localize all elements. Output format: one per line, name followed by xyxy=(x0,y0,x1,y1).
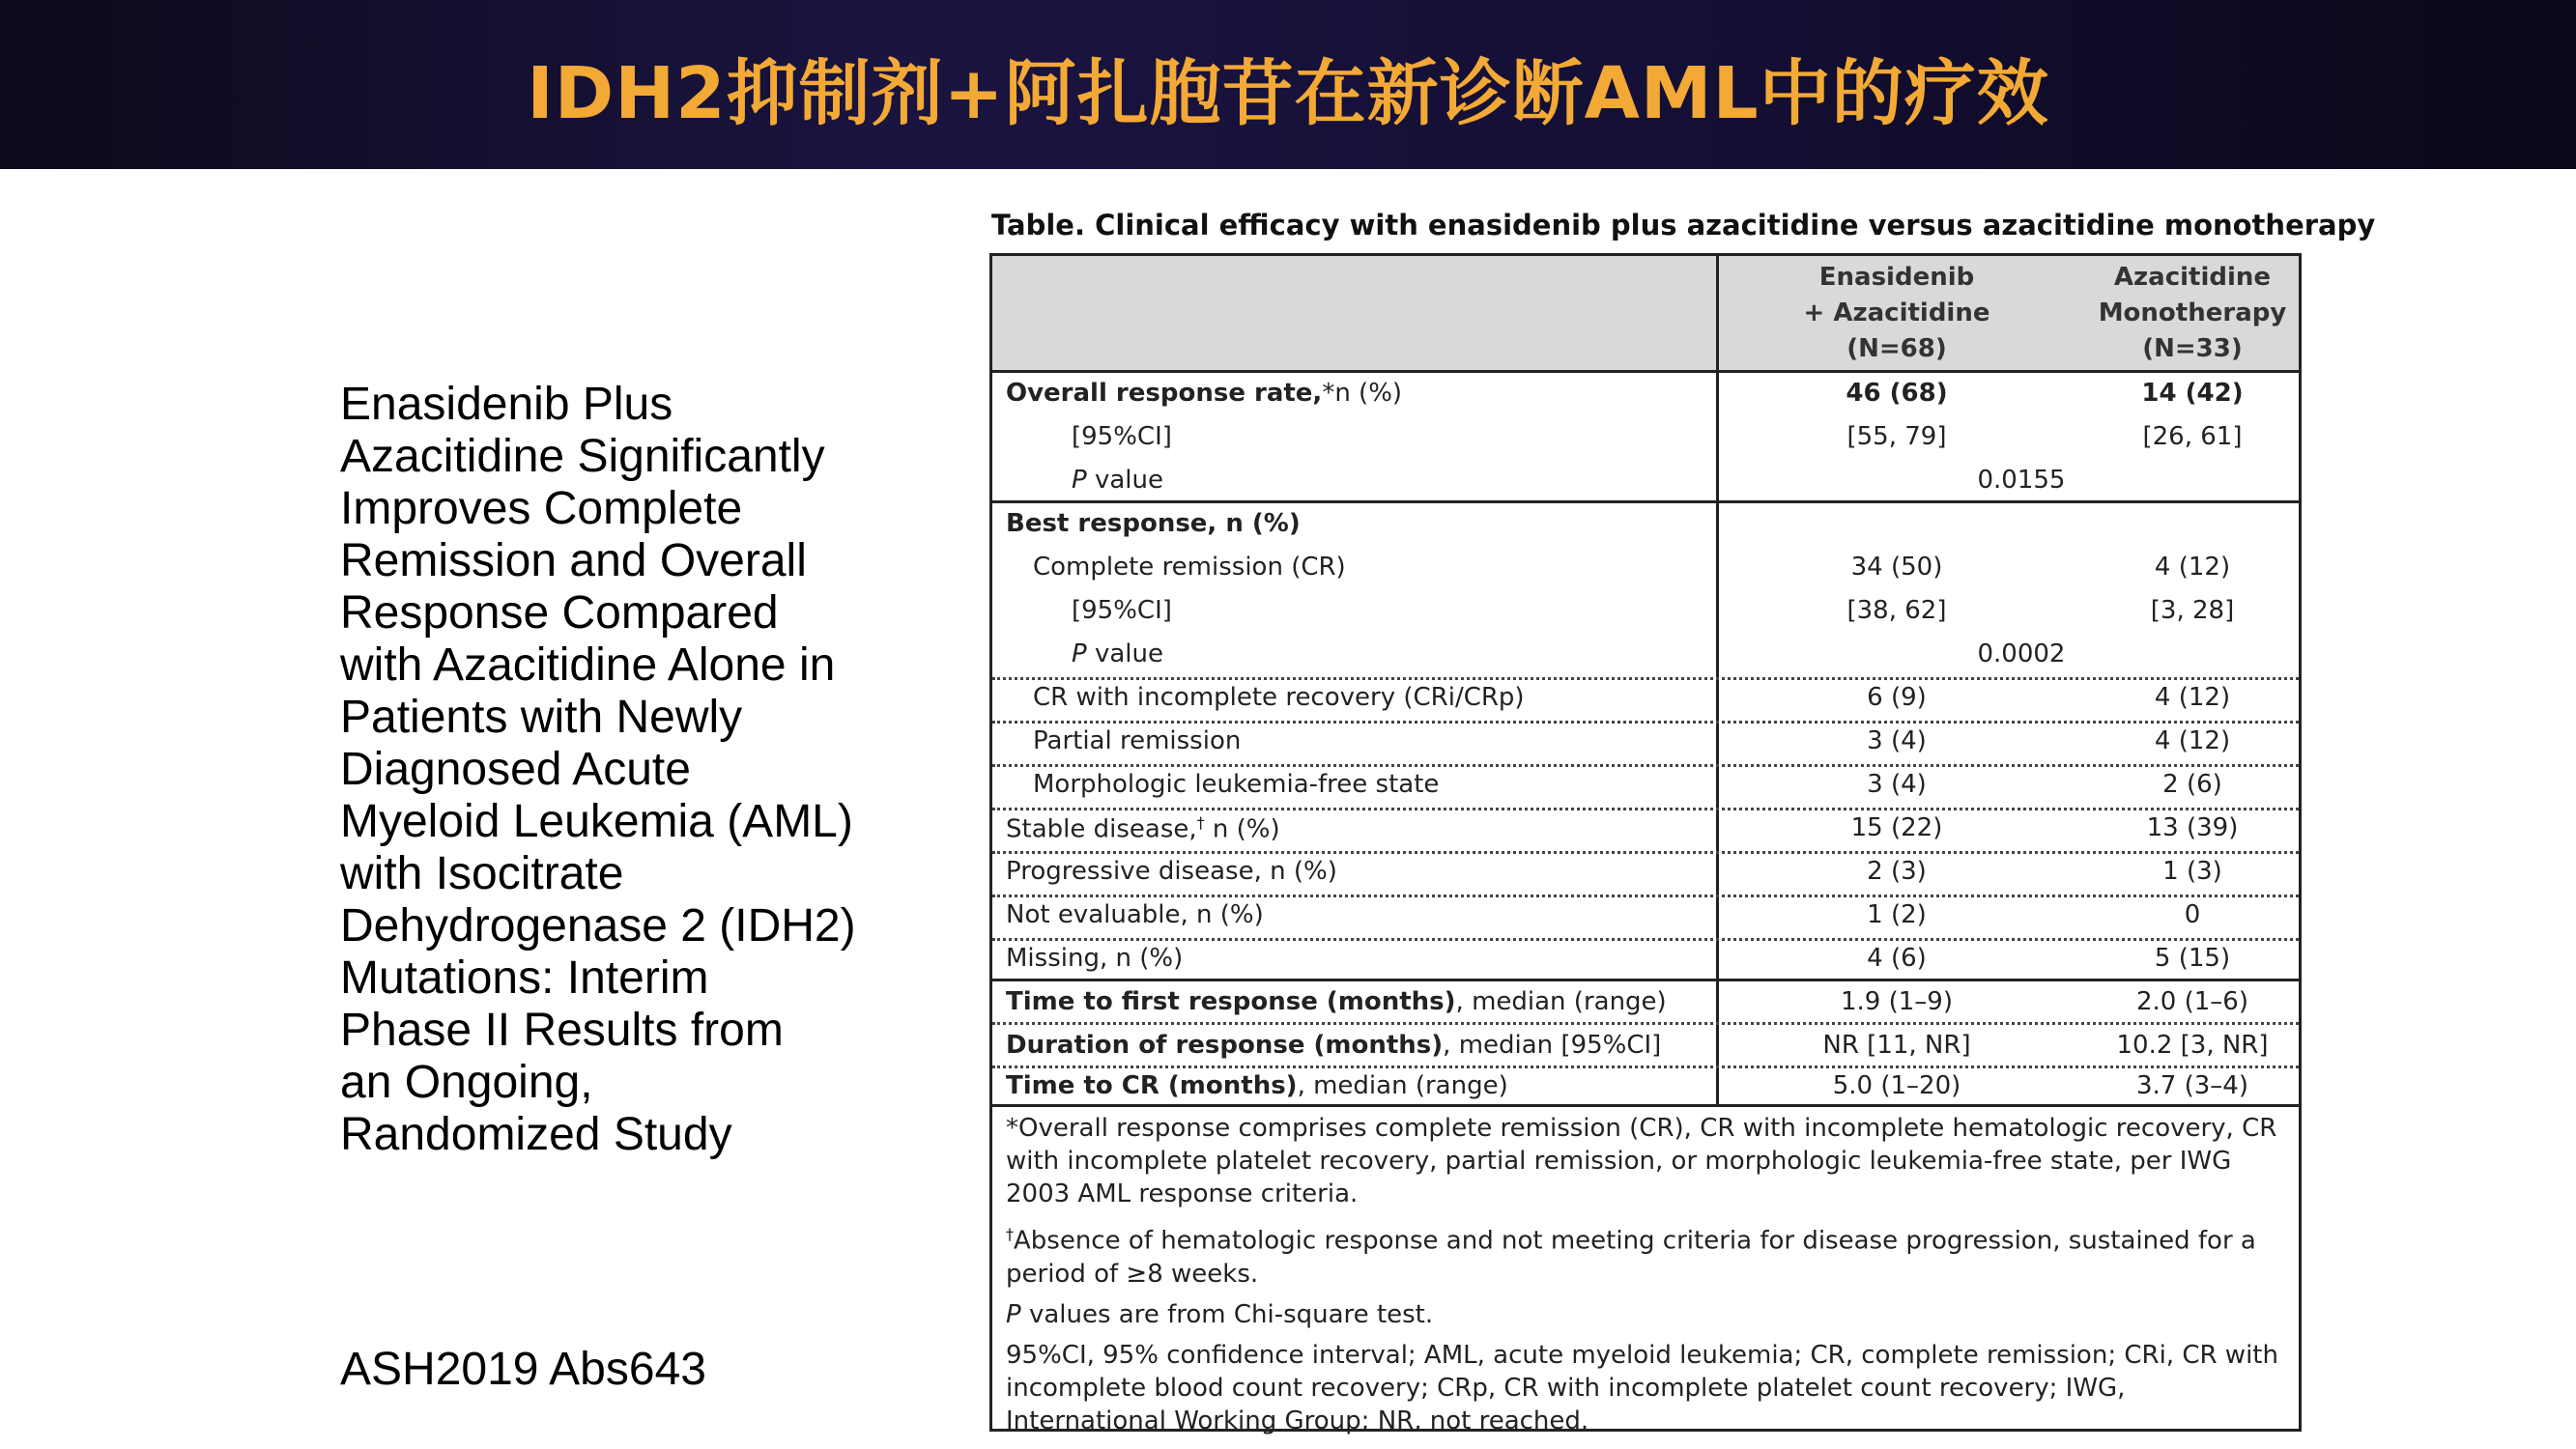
row-label: value xyxy=(1086,639,1163,668)
cell-mono: 14 (42) xyxy=(2141,379,2244,408)
row-label: Time to first response (months) xyxy=(1006,987,1456,1016)
row-label: Morphologic leukemia-free state xyxy=(1033,770,1440,799)
table-footnotes xyxy=(1006,1112,2281,1445)
table-row xyxy=(992,938,2299,981)
col-header-combo: Enasidenib + Azacitidine (N=68) xyxy=(1803,263,1990,363)
footnote-mark: † xyxy=(1006,1225,1014,1243)
cell-combo: 5.0 (1–20) xyxy=(1832,1071,1961,1100)
cell-combo: NR [11, NR] xyxy=(1822,1031,1971,1060)
p-value: 0.0155 xyxy=(1977,466,2066,495)
cell-combo: 15 (22) xyxy=(1850,813,1943,842)
p-italic: P xyxy=(1072,466,1087,495)
row-label-suffix: , median (range) xyxy=(1455,987,1667,1016)
footnote-text: values are from Chi-square test. xyxy=(1020,1299,1434,1329)
table-row xyxy=(992,677,2299,724)
cell-combo: 2 (3) xyxy=(1867,857,1927,886)
slide-title: IDH2抑制剂+阿扎胞苷在新诊断AML中的疗效 xyxy=(527,52,2049,135)
table-header xyxy=(992,256,2299,373)
row-label: Missing, n (%) xyxy=(1006,944,1184,973)
cell-combo: 3 (4) xyxy=(1867,726,1927,755)
table-row xyxy=(992,416,2299,460)
table-row xyxy=(992,373,2299,416)
row-label-suffix: , median (range) xyxy=(1297,1071,1508,1100)
cell-mono: 2 (6) xyxy=(2162,770,2222,799)
col-header-mono: Azacitidine Monotherapy (N=33) xyxy=(2098,263,2287,363)
cell-mono: 10.2 [3, NR] xyxy=(2116,1031,2269,1060)
p-italic: P xyxy=(1006,1299,1021,1329)
title-banner xyxy=(0,0,2576,169)
table-row xyxy=(992,590,2299,634)
cell-mono: 13 (39) xyxy=(2146,813,2239,842)
table-row xyxy=(992,895,2299,941)
table-row xyxy=(992,634,2299,680)
footnote-pvalue xyxy=(1006,1298,2281,1331)
table-row xyxy=(992,1068,2299,1107)
row-label: Stable disease, xyxy=(1006,814,1197,844)
cell-mono: [3, 28] xyxy=(2150,596,2235,625)
cell-mono: 4 (12) xyxy=(2154,553,2231,582)
cell-mono: 3.7 (3–4) xyxy=(2136,1071,2248,1100)
footnote-sd xyxy=(1006,1218,2281,1291)
row-label: [95%CI] xyxy=(1072,422,1172,451)
footnote-orr: *Overall response comprises complete remission (CR), CR with incomplete hematologic recovery, CR with incomplete platelet recovery, partial remission, or morphologic leukemia-free state, per IWG 2003 AML response criteria. xyxy=(1006,1114,2277,1208)
p-value: 0.0002 xyxy=(1977,639,2066,668)
study-title: Enasidenib Plus Azacitidine Significantly Improves Complete Remission and Overall Response Compared with Azacitidine Alone in Patients with Newly Diagnosed Acute Myeloid Leukemia (AML) with Isocitrate Dehydrogenase 2 (IDH2) Mutations: Interim Phase II Results from an Ongoing, Randomized Study xyxy=(340,379,856,1160)
row-label-suffix: , median [95%CI] xyxy=(1443,1031,1662,1060)
cell-combo: 46 (68) xyxy=(1846,379,1948,408)
row-label: Progressive disease, n (%) xyxy=(1006,857,1337,886)
cell-mono: 5 (15) xyxy=(2154,944,2231,973)
table-row xyxy=(992,851,2299,897)
cell-combo: 34 (50) xyxy=(1850,553,1943,582)
cell-combo: [38, 62] xyxy=(1846,596,1947,625)
cell-combo: [55, 79] xyxy=(1846,422,1947,451)
table-row xyxy=(992,460,2299,503)
cell-mono: [26, 61] xyxy=(2142,422,2243,451)
footnote-text: Absence of hematologic response and not meeting criteria for disease progression, sustained for a period of ≥8 weeks. xyxy=(1006,1226,2256,1289)
table-row xyxy=(992,1025,2299,1068)
row-label: [95%CI] xyxy=(1072,596,1172,625)
row-label: Partial remission xyxy=(1033,726,1242,755)
reference-label: ASH2019 Abs643 xyxy=(340,1344,706,1395)
cell-combo: 1 (2) xyxy=(1867,900,1927,929)
cell-combo: 4 (6) xyxy=(1867,944,1927,973)
row-label-suffix: n (%) xyxy=(1204,814,1280,844)
cell-mono: 1 (3) xyxy=(2162,857,2222,886)
row-label: Duration of response (months) xyxy=(1006,1031,1444,1060)
cell-combo: 1.9 (1–9) xyxy=(1841,987,1953,1016)
table-row xyxy=(992,547,2299,590)
row-label: Complete remission (CR) xyxy=(1033,553,1346,582)
p-italic: P xyxy=(1072,639,1087,668)
cell-mono: 4 (12) xyxy=(2154,683,2231,712)
table-row xyxy=(992,808,2299,854)
cell-combo: 6 (9) xyxy=(1867,683,1927,712)
table-row xyxy=(992,981,2299,1025)
cell-combo: 3 (4) xyxy=(1867,770,1927,799)
cell-mono: 2.0 (1–6) xyxy=(2136,987,2248,1016)
table-caption: Table. Clinical efficacy with enasidenib plus azacitidine versus azacitidine monotherapy xyxy=(991,209,2376,242)
row-label: Time to CR (months) xyxy=(1006,1071,1298,1100)
cell-mono: 4 (12) xyxy=(2154,726,2231,755)
cell-mono: 0 xyxy=(2184,900,2201,929)
footnote-mark: † xyxy=(1196,813,1205,832)
table-row xyxy=(992,721,2299,767)
row-label-suffix: *n (%) xyxy=(1322,379,1403,408)
row-label: CR with incomplete recovery (CRi/CRp) xyxy=(1033,683,1525,712)
footnote-abbreviations: 95%CI, 95% confidence interval; AML, acute myeloid leukemia; CR, complete remission; CRi, CR with incomplete blood count recovery; CRp, CR with incomplete platelet count recovery; IWG, International Working Group; NR, not reached. xyxy=(1006,1340,2278,1435)
row-label: Overall response rate, xyxy=(1006,379,1323,408)
row-label: Not evaluable, n (%) xyxy=(1006,900,1264,929)
row-label: value xyxy=(1086,466,1163,495)
table-row xyxy=(992,503,2299,547)
efficacy-table xyxy=(989,253,2302,1435)
table-row xyxy=(992,764,2299,810)
row-label: Best response, n (%) xyxy=(1006,509,1301,538)
